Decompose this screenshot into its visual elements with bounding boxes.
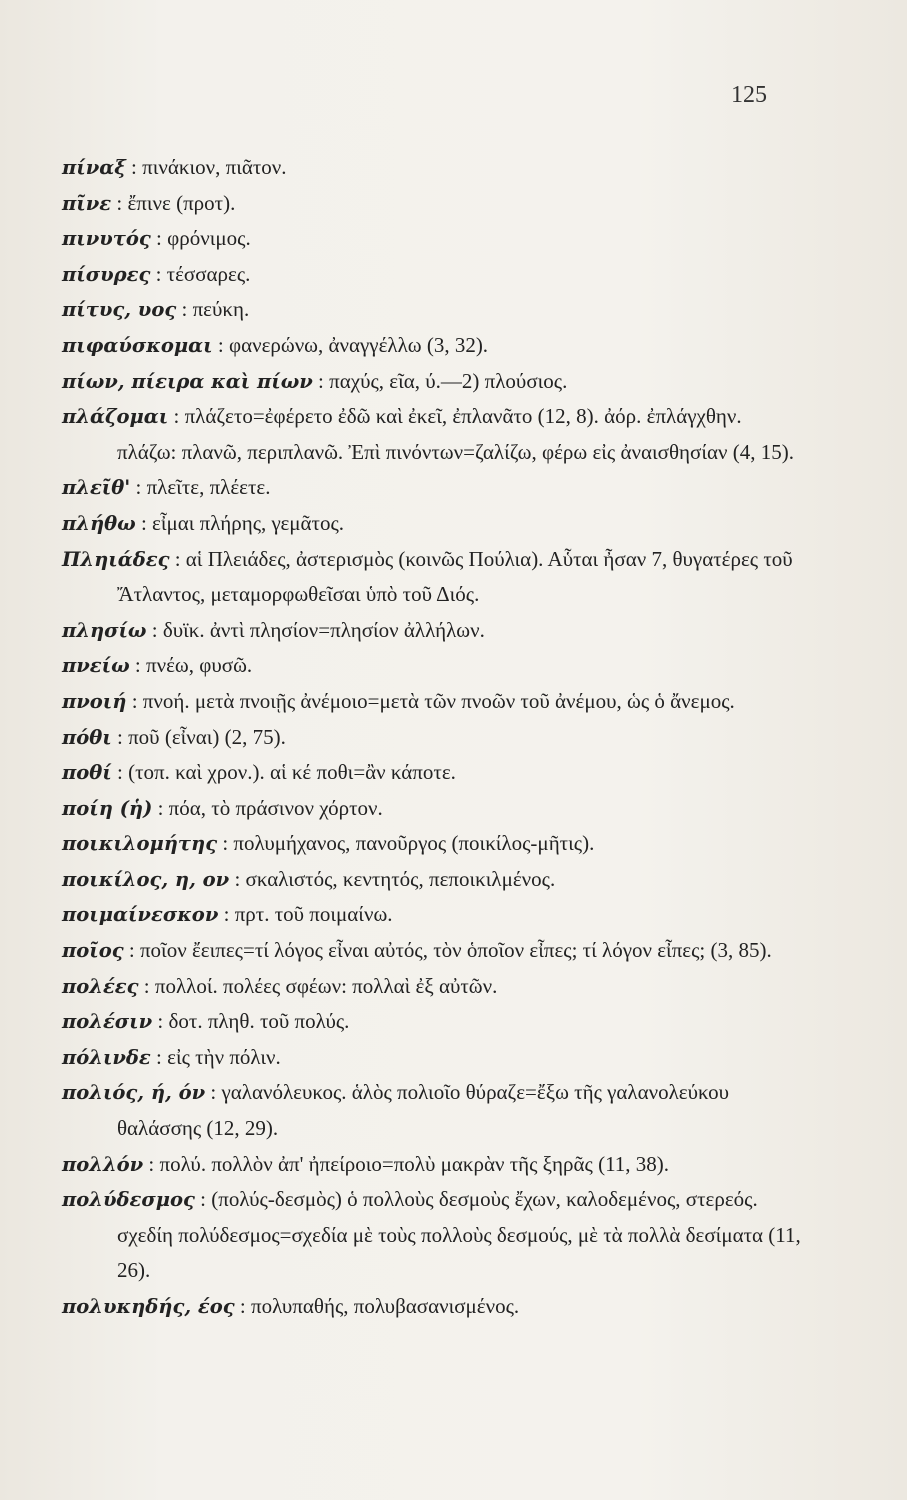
entry-headword: ποικίλος, η, ον [62, 867, 230, 891]
entry-definition: πόα, τὸ πράσινον χόρτον. [168, 795, 383, 820]
glossary-entry: ποῖος : ποῖον ἔειπες=τί λόγος εἶναι αὐτός, τὸν ὁποῖον εἶπες; τί λόγον εἶπες; (3, 85). [62, 938, 772, 963]
entry-definition: δυϊκ. ἀντὶ πλησίον=πλησίον ἀλλήλων. [162, 617, 485, 642]
entry-headword: πολέες [62, 974, 139, 998]
entry-definition: δοτ. πληθ. τοῦ πολύς. [168, 1009, 350, 1034]
glossary-entry: πλησίω : δυϊκ. ἀντὶ πλησίον=πλησίον ἀλλήλων. [62, 617, 485, 642]
entry-headword: πόθι [62, 725, 112, 749]
entry-definition: αἱ Πλειάδες, ἀστερισμὸς (κοινῶς Πούλια). Αὗται ἦσαν 7, θυγατέρες τοῦ Ἄτλαντος, μεταμορφωθεῖσαι ὑπὸ τοῦ Διός. [117, 546, 793, 607]
entry-definition: πλεῖτε, πλέετε. [146, 475, 271, 500]
glossary-entry: πολλόν : πολύ. πολλὸν ἀπ' ἠπείροιο=πολὺ μακρὰν τῆς ξηρᾶς (11, 38). [62, 1151, 670, 1176]
entry-headword: ποθί [62, 761, 112, 785]
entry-definition: πολυπαθής, πολυβασανισμένος. [251, 1294, 520, 1318]
entry-definition: φανερώνω, ἀναγγέλλω (3, 32). [228, 332, 489, 357]
entry-headword: πόλινδε [62, 1045, 151, 1069]
entry-definition: παχύς, εῖα, ύ.—2) πλούσιος. [329, 368, 568, 393]
entry-headword: πίων, πίειρα καὶ πίων [62, 369, 313, 393]
entry-headword: πίσυρες [62, 262, 151, 286]
entry-definition: ποῖον ἔειπες=τί λόγος εἶναι αὐτός, τὸν ὁποῖον εἶπες; τί λόγον εἶπες; (3, 85). [139, 938, 772, 963]
entry-headword: πινυτός [62, 227, 151, 251]
entry-headword: πλάζομαι [62, 405, 169, 429]
entry-headword: πολιός, ή, όν [62, 1081, 206, 1105]
entry-headword: πνείω [62, 654, 130, 678]
glossary-entry: πίων, πίειρα καὶ πίων : παχύς, εῖα, ύ.—2) πλούσιος. [62, 368, 568, 393]
glossary-entries [62, 150, 802, 1325]
entry-headword: πλησίω [62, 618, 147, 642]
glossary-entry: πινυτός : φρόνιμος. [62, 226, 251, 251]
entry-headword: ποῖος [62, 939, 124, 963]
glossary-entry: ποιμαίνεσκον : πρτ. τοῦ ποιμαίνω. [62, 902, 393, 927]
entry-definition: πολύ. πολλὸν ἀπ' ἠπείροιο=πολὺ μακρὰν τῆς ξηρᾶς (11, 38). [159, 1151, 670, 1176]
entry-definition: πλάζετο=ἐφέρετο ἐδῶ καὶ ἐκεῖ, ἐπλανᾶτο (12, 8). ἀόρ. ἐπλάγχθην. πλάζω: πλανῶ, περιπλανῶ. Ἐπὶ πινόντων=ζαλίζω, φέρω εἰς ἀναισθησίαν (4, 15). [117, 404, 794, 464]
glossary-entry: ποικίλος, η, ον : σκαλιστός, κεντητός, πεποικιλμένος. [62, 866, 556, 891]
glossary-entry: πλήθω : εἶμαι πλήρης, γεμᾶτος. [62, 510, 345, 535]
glossary-entry: πιφαύσκομαι : φανερώνω, ἀναγγέλλω (3, 32). [62, 332, 489, 357]
glossary-entry: πολέσιν : δοτ. πληθ. τοῦ πολύς. [62, 1009, 350, 1034]
entry-headword: ποίη (ἡ) [62, 796, 153, 820]
entry-headword: πολέσιν [62, 1010, 153, 1034]
entry-definition: πνέω, φυσῶ. [146, 653, 253, 678]
entry-definition: πνοή. μετὰ πνοιῇς ἀνέμοιο=μετὰ τῶν πνοῶν τοῦ ἀνέμου, ὡς ὁ ἄνεμος. [142, 688, 735, 713]
entry-headword: πνοιή [62, 689, 127, 713]
entry-definition: πινάκιον, πιᾶτον. [142, 155, 287, 179]
entry-headword: πιφαύσκομαι [62, 333, 213, 357]
glossary-entry: πολέες : πολλοί. πολέες σφέων: πολλαὶ ἐξ αὐτῶν. [62, 973, 498, 998]
entry-headword: πῖνε [62, 191, 112, 215]
glossary-entry: πόλινδε : εἰς τὴν πόλιν. [62, 1044, 281, 1069]
glossary-entry: πλεῖθ' : πλεῖτε, πλέετε. [62, 475, 271, 500]
entry-definition: πολυμήχανος, πανοῦργος (ποικίλος-μῆτις). [233, 831, 595, 856]
entry-definition: ποῦ (εἶναι) (2, 75). [128, 724, 286, 749]
entry-definition: εἶμαι πλήρης, γεμᾶτος. [152, 510, 345, 535]
entry-headword: ποικιλομήτης [62, 832, 218, 856]
entry-definition: πολλοί. πολέες σφέων: πολλαὶ ἐξ αὐτῶν. [154, 973, 498, 998]
entry-definition: τέσσαρες. [166, 261, 251, 286]
entry-headword: πίτυς, υος [62, 298, 177, 322]
entry-definition: εἰς τὴν πόλιν. [167, 1044, 281, 1069]
entry-headword: ποιμαίνεσκον [62, 903, 219, 927]
entry-headword: πολύδεσμος [62, 1188, 195, 1212]
glossary-entry: πνείω : πνέω, φυσῶ. [62, 653, 253, 678]
entry-definition: (πολύς-δεσμὸς) ὁ πολλοὺς δεσμοὺς ἔχων, καλοδεμένος, στερεός. σχεδίη πολύδεσμος=σχεδία μὲ τοὺς πολλοὺς δεσμούς, μὲ τὰ πολλὰ δεσίματα (11, 26). [117, 1187, 801, 1283]
entry-headword: πλήθω [62, 511, 136, 535]
entry-definition: πρτ. τοῦ ποιμαίνω. [234, 902, 393, 927]
entry-definition: σκαλιστός, κεντητός, πεποικιλμένος. [245, 866, 556, 891]
glossary-entry: πολυκηδής, έος : πολυπαθής, πολυβασανισμένος. [62, 1294, 520, 1318]
glossary-entry: πλάζομαι : πλάζετο=ἐφέρετο ἐδῶ καὶ ἐκεῖ, ἐπλανᾶτο (12, 8). ἀόρ. ἐπλάγχθην. πλάζω: πλανῶ, περιπλανῶ. Ἐπὶ πινόντων=ζαλίζω, φέρω εἰς ἀναισθησίαν (4, 15). [62, 404, 794, 464]
glossary-entry: πνοιή : πνοή. μετὰ πνοιῇς ἀνέμοιο=μετὰ τῶν πνοῶν τοῦ ἀνέμου, ὡς ὁ ἄνεμος. [62, 688, 735, 713]
glossary-entry: ποίη (ἡ) : πόα, τὸ πράσινον χόρτον. [62, 795, 383, 820]
glossary-entry: Πληιάδες : αἱ Πλειάδες, ἀστερισμὸς (κοινῶς Πούλια). Αὗται ἦσαν 7, θυγατέρες τοῦ Ἄτλαντος, μεταμορφωθεῖσαι ὑπὸ τοῦ Διός. [62, 546, 793, 607]
entry-definition: γαλανόλευκος. ἁλὸς πολιοῖο θύραζε=ἔξω τῆς γαλανολεύκου θαλάσσης (12, 29). [117, 1080, 730, 1141]
glossary-entry: ποθί : (τοπ. καὶ χρον.). αἱ κέ ποθι=ἂν κάποτε. [62, 760, 456, 785]
entry-definition: πεύκη. [192, 297, 250, 322]
entry-headword: πλεῖθ' [62, 476, 131, 500]
entry-headword: πολυκηδής, έος [62, 1295, 235, 1318]
entry-headword: πολλόν [62, 1152, 144, 1176]
entry-definition: (τοπ. καὶ χρον.). αἱ κέ ποθι=ἂν κάποτε. [128, 760, 456, 785]
entry-definition: ἔπινε (προτ). [127, 190, 236, 215]
glossary-entry: πίναξ : πινάκιον, πιᾶτον. [62, 155, 287, 179]
glossary-entry: ποικιλομήτης : πολυμήχανος, πανοῦργος (ποικίλος-μῆτις). [62, 831, 595, 856]
page-number: 125 [731, 82, 767, 108]
glossary-entry: πολύδεσμος : (πολύς-δεσμὸς) ὁ πολλοὺς δεσμοὺς ἔχων, καλοδεμένος, στερεός. σχεδίη πολύδεσμος=σχεδία μὲ τοὺς πολλοὺς δεσμούς, μὲ τὰ πολλὰ δεσίματα (11, 26). [62, 1187, 801, 1283]
glossary-entry: πολιός, ή, όν : γαλανόλευκος. ἁλὸς πολιοῖο θύραζε=ἔξω τῆς γαλανολεύκου θαλάσσης (12, 29). [62, 1080, 730, 1141]
glossary-entry: πίσυρες : τέσσαρες. [62, 261, 251, 286]
entry-definition: φρόνιμος. [167, 226, 251, 251]
glossary-entry: πόθι : ποῦ (εἶναι) (2, 75). [62, 724, 286, 749]
glossary-entry: πίτυς, υος : πεύκη. [62, 297, 250, 322]
glossary-entry: πῖνε : ἔπινε (προτ). [62, 190, 236, 215]
entry-headword: πίναξ [62, 156, 126, 179]
entry-headword: Πληιάδες [62, 547, 170, 571]
